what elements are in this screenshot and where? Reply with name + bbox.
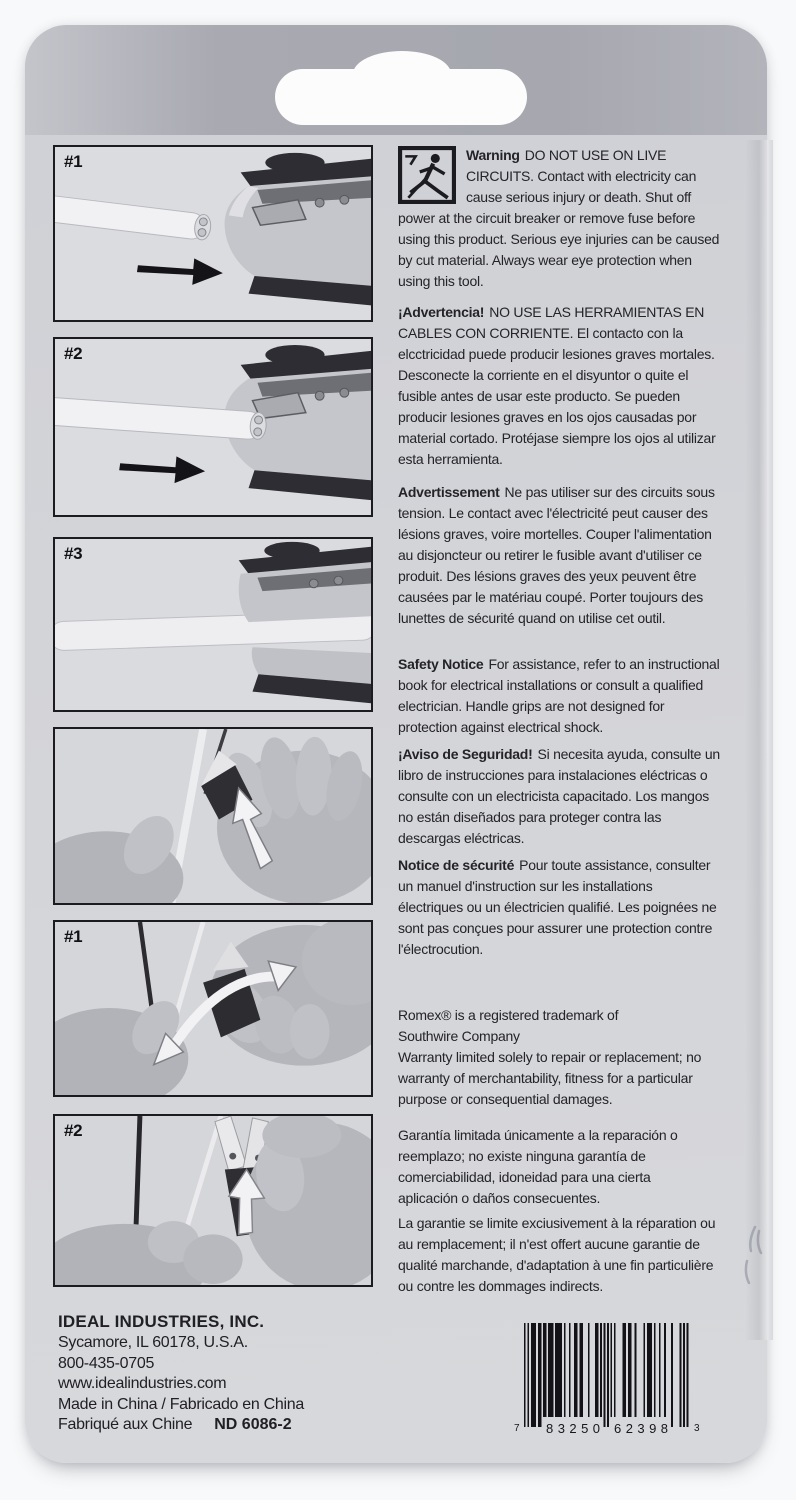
electric-shock-icon: [398, 146, 456, 204]
instruction-panel-insert-step1: [53, 145, 373, 322]
barcode-digit-last: 3: [694, 1423, 700, 1434]
warning-body: DO NOT USE ON LIVE CIRCUITS. Contact with electricity can cause serious injury or death. Shut off power at the circuit breaker or remove fuse before using this product. Serious eye injuries can be caused by cut material. Always wear eye protection when using this tool.: [398, 147, 720, 289]
romex-trademark-note: [398, 1005, 650, 1047]
advertissement-body: Ne pas utiliser sur des circuits sous tension. Le contact avec l'électricité peut causer des lésions graves, voire mortelles. Couper l'alimentation au disjoncteur ou retirer le fusible avant d'utiliser ce produit. Des lésions graves des yeux peuvent être causées par le matériau coupé. Porter toujours des lunettes de sécurité quand on utilise cet outil.: [398, 484, 715, 626]
manufacturer-block: [58, 1310, 398, 1436]
barcode-digits-right: 62398: [614, 1421, 668, 1436]
barcode-digits-left: 83250: [546, 1421, 600, 1436]
notice-securite-body: Pour toute assistance, consulter un manuel d'instruction sur les installations électriques ou un électricien qualifié. Les poignées ne sont pas conçues pour assurer une protection contre l'électrocution.: [398, 857, 717, 957]
notice-securite-paragraph: [398, 855, 720, 960]
card-crease-shadow: [745, 140, 773, 1340]
company-website: www.idealindustries.com: [58, 1375, 227, 1392]
safety-notice-paragraph: [398, 654, 720, 738]
panel-step-label: #1: [64, 152, 83, 171]
advertencia-heading: ¡Advertencia!: [398, 304, 485, 320]
warranty-fr-text: La garantie se limite exciusivement à la réparation ou au remplacement; il n'est offert aucune garantie de qualité marchande, d'adaptation à une fin particulière ou contre les dommages indirects.: [398, 1215, 716, 1294]
safety-notice-heading: Safety Notice: [398, 656, 484, 672]
upc-barcode: [512, 1321, 708, 1439]
panel-step-label: #2: [64, 344, 83, 363]
blister-package-back-card: [25, 25, 767, 1463]
aviso-heading: ¡Aviso de Seguridad!: [398, 746, 533, 762]
instruction-panel-hands-cut: [53, 727, 373, 905]
made-in-fr-line: [58, 1415, 398, 1436]
company-phone: 800-435-0705: [58, 1354, 155, 1372]
aviso-paragraph: [398, 744, 720, 849]
safety-notice-english: [398, 654, 720, 738]
warning-section-english: [398, 145, 720, 292]
made-in-line: Made in China / Fabricado en China: [58, 1395, 304, 1413]
safety-notice-spanish: [398, 744, 720, 849]
panel-step-label: #3: [64, 544, 83, 563]
warning-section-spanish: [398, 302, 720, 470]
panel-step-label: #1: [64, 927, 83, 946]
pen-mark-artifact: [725, 1221, 771, 1291]
advertencia-body: NO USE LAS HERRAMIENTAS EN CABLES CON CORRIENTE. El contacto con la elcctricidad puede producir lesiones graves mortales. Desconecte la corriente en el disyuntor o quite el fusible antes de usar este producto. Se pueden producir lesiones graves en los ojos causadas por material cortado. Protéjase siempre los ojos al utilizar esta herramienta.: [398, 304, 716, 467]
hang-tab-band: [25, 25, 767, 135]
warranty-english: [398, 1047, 710, 1110]
notice-securite-heading: Notice de sécurité: [398, 857, 515, 873]
model-number: ND 6086-2: [214, 1416, 292, 1433]
made-in-fr-text: Fabriqué aux Chine: [58, 1416, 193, 1433]
warranty-french: [398, 1213, 720, 1297]
hands-cutting-photo: [55, 729, 371, 903]
warning-heading: Warning: [466, 147, 520, 163]
company-address: Sycamore, IL 60178, U.S.A.: [58, 1334, 248, 1351]
instruction-panel-rock-step1: [53, 920, 373, 1097]
instruction-panel-insert-step3: [53, 537, 373, 712]
romex-text: Romex® is a registered trademark of Southwire Company: [398, 1007, 619, 1044]
stripper-insert-photo: [55, 147, 371, 320]
warranty-en-text: Warranty limited solely to repair or replacement; no warranty of merchantability, fitness for a particular purpose or consequential damages.: [398, 1049, 702, 1107]
hands-rocking-photo: [55, 922, 371, 1095]
company-name: IDEAL INDUSTRIES, INC.: [58, 1312, 265, 1331]
barcode-bars: [524, 1323, 688, 1427]
advertencia-paragraph: [398, 302, 720, 470]
advertissement-paragraph: [398, 482, 720, 629]
aviso-body: Si necesita ayuda, consulte un libro de instrucciones para instalaciones eléctricas o consulte con un electricista capacitado. Los mangos no están diseñados para proteger contra las descargas eléctricas.: [398, 746, 720, 846]
panel-step-label: #2: [64, 1121, 83, 1140]
safety-notice-body: For assistance, refer to an instructional book for electrical installations or consult a qualified electrician. Handle grips are not designed for protection against electrical shock.: [398, 656, 720, 735]
warning-section-french: [398, 482, 720, 629]
euro-slot-hang-hole: [275, 69, 527, 125]
instruction-panel-strip-step2: [53, 1114, 373, 1287]
stripper-cable-through-photo: [55, 539, 371, 710]
barcode-digit-first: 7: [514, 1423, 520, 1434]
warranty-es-text: Garantía limitada únicamente a la reparación o reemplazo; no existe ninguna garantía de comerciabilidad, idoneidad para una cierta aplicación o daños consecuentes.: [398, 1127, 678, 1206]
warranty-spanish: [398, 1125, 696, 1209]
advertissement-heading: Advertissement: [398, 484, 500, 500]
instruction-panel-insert-step2: [53, 337, 373, 517]
safety-notice-french: [398, 855, 720, 960]
stripper-insert-photo-2: [55, 339, 371, 515]
hands-stripping-photo: [55, 1116, 371, 1285]
